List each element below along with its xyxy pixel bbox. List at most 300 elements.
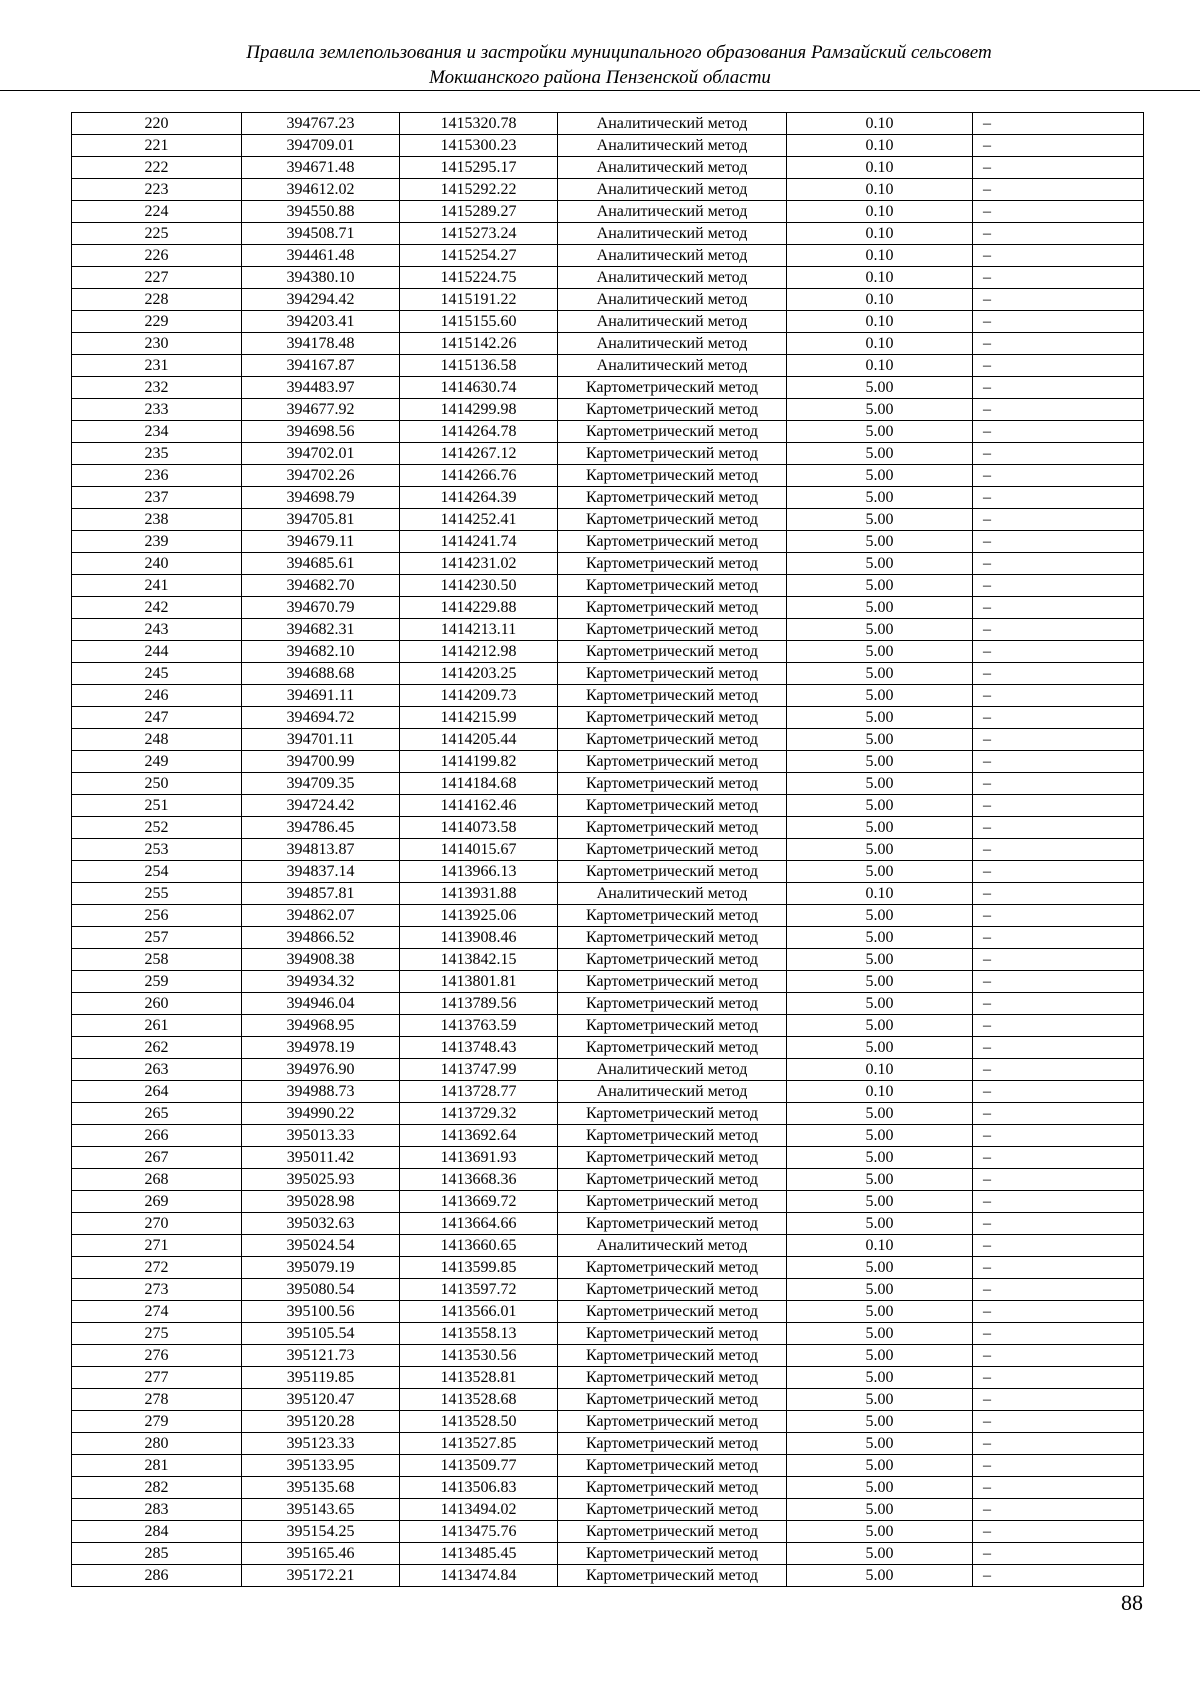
point-number-cell: 244 xyxy=(72,641,242,663)
x-coordinate-cell: 394976.90 xyxy=(242,1059,400,1081)
y-coordinate-cell: 1415292.22 xyxy=(400,179,558,201)
note-cell: – xyxy=(973,465,1144,487)
y-coordinate-cell: 1415224.75 xyxy=(400,267,558,289)
note-cell: – xyxy=(973,1103,1144,1125)
point-number-cell: 278 xyxy=(72,1389,242,1411)
point-number-cell: 267 xyxy=(72,1147,242,1169)
y-coordinate-cell: 1415289.27 xyxy=(400,201,558,223)
method-cell: Картометрический метод xyxy=(558,751,787,773)
point-number-cell: 259 xyxy=(72,971,242,993)
y-coordinate-cell: 1414015.67 xyxy=(400,839,558,861)
note-cell: – xyxy=(973,619,1144,641)
method-cell: Картометрический метод xyxy=(558,1015,787,1037)
table-row xyxy=(72,1543,1144,1565)
method-cell: Картометрический метод xyxy=(558,641,787,663)
accuracy-cell: 5.00 xyxy=(787,1389,973,1411)
point-number-cell: 252 xyxy=(72,817,242,839)
method-cell: Картометрический метод xyxy=(558,1213,787,1235)
note-cell: – xyxy=(973,817,1144,839)
method-cell: Картометрический метод xyxy=(558,971,787,993)
x-coordinate-cell: 395123.33 xyxy=(242,1433,400,1455)
x-coordinate-cell: 395028.98 xyxy=(242,1191,400,1213)
note-cell: – xyxy=(973,1015,1144,1037)
y-coordinate-cell: 1413669.72 xyxy=(400,1191,558,1213)
note-cell: – xyxy=(973,1477,1144,1499)
header-title-line-1: Правила землепользования и застройки муниципального образования Рамзайский сельсовет xyxy=(246,42,992,63)
y-coordinate-cell: 1413494.02 xyxy=(400,1499,558,1521)
y-coordinate-cell: 1413597.72 xyxy=(400,1279,558,1301)
y-coordinate-cell: 1413692.64 xyxy=(400,1125,558,1147)
y-coordinate-cell: 1414162.46 xyxy=(400,795,558,817)
accuracy-cell: 5.00 xyxy=(787,1257,973,1279)
table-row xyxy=(72,1059,1144,1081)
table-row xyxy=(72,1411,1144,1433)
accuracy-cell: 5.00 xyxy=(787,1565,973,1587)
page-header xyxy=(0,40,1200,90)
y-coordinate-cell: 1414230.50 xyxy=(400,575,558,597)
x-coordinate-cell: 394709.35 xyxy=(242,773,400,795)
x-coordinate-cell: 394688.68 xyxy=(242,663,400,685)
table-row xyxy=(72,157,1144,179)
x-coordinate-cell: 395154.25 xyxy=(242,1521,400,1543)
y-coordinate-cell: 1413660.65 xyxy=(400,1235,558,1257)
note-cell: – xyxy=(973,553,1144,575)
note-cell: – xyxy=(973,663,1144,685)
y-coordinate-cell: 1413485.45 xyxy=(400,1543,558,1565)
y-coordinate-cell: 1413558.13 xyxy=(400,1323,558,1345)
method-cell: Аналитический метод xyxy=(558,245,787,267)
note-cell: – xyxy=(973,223,1144,245)
point-number-cell: 284 xyxy=(72,1521,242,1543)
note-cell: – xyxy=(973,1213,1144,1235)
y-coordinate-cell: 1414264.39 xyxy=(400,487,558,509)
method-cell: Картометрический метод xyxy=(558,1169,787,1191)
accuracy-cell: 0.10 xyxy=(787,311,973,333)
method-cell: Картометрический метод xyxy=(558,1345,787,1367)
method-cell: Картометрический метод xyxy=(558,707,787,729)
accuracy-cell: 5.00 xyxy=(787,421,973,443)
accuracy-cell: 5.00 xyxy=(787,1125,973,1147)
table-row xyxy=(72,883,1144,905)
accuracy-cell: 0.10 xyxy=(787,157,973,179)
method-cell: Аналитический метод xyxy=(558,333,787,355)
table-row xyxy=(72,773,1144,795)
accuracy-cell: 5.00 xyxy=(787,509,973,531)
x-coordinate-cell: 394380.10 xyxy=(242,267,400,289)
y-coordinate-cell: 1413842.15 xyxy=(400,949,558,971)
method-cell: Аналитический метод xyxy=(558,1081,787,1103)
point-number-cell: 258 xyxy=(72,949,242,971)
point-number-cell: 247 xyxy=(72,707,242,729)
accuracy-cell: 5.00 xyxy=(787,1455,973,1477)
note-cell: – xyxy=(973,575,1144,597)
point-number-cell: 280 xyxy=(72,1433,242,1455)
x-coordinate-cell: 394677.92 xyxy=(242,399,400,421)
point-number-cell: 257 xyxy=(72,927,242,949)
table-row xyxy=(72,1433,1144,1455)
x-coordinate-cell: 394866.52 xyxy=(242,927,400,949)
table-row xyxy=(72,135,1144,157)
y-coordinate-cell: 1413801.81 xyxy=(400,971,558,993)
x-coordinate-cell: 394670.79 xyxy=(242,597,400,619)
point-number-cell: 248 xyxy=(72,729,242,751)
method-cell: Картометрический метод xyxy=(558,377,787,399)
method-cell: Картометрический метод xyxy=(558,1191,787,1213)
table-row xyxy=(72,465,1144,487)
accuracy-cell: 5.00 xyxy=(787,773,973,795)
method-cell: Аналитический метод xyxy=(558,289,787,311)
x-coordinate-cell: 394724.42 xyxy=(242,795,400,817)
x-coordinate-cell: 395172.21 xyxy=(242,1565,400,1587)
x-coordinate-cell: 395080.54 xyxy=(242,1279,400,1301)
header-divider xyxy=(0,90,1200,91)
table-row xyxy=(72,839,1144,861)
method-cell: Аналитический метод xyxy=(558,157,787,179)
table-row xyxy=(72,597,1144,619)
x-coordinate-cell: 394705.81 xyxy=(242,509,400,531)
note-cell: – xyxy=(973,509,1144,531)
note-cell: – xyxy=(973,1191,1144,1213)
accuracy-cell: 5.00 xyxy=(787,1345,973,1367)
accuracy-cell: 0.10 xyxy=(787,883,973,905)
table-row xyxy=(72,861,1144,883)
method-cell: Аналитический метод xyxy=(558,113,787,135)
method-cell: Картометрический метод xyxy=(558,1543,787,1565)
accuracy-cell: 5.00 xyxy=(787,377,973,399)
y-coordinate-cell: 1413506.83 xyxy=(400,1477,558,1499)
note-cell: – xyxy=(973,1257,1144,1279)
table-row xyxy=(72,641,1144,663)
table-row xyxy=(72,1257,1144,1279)
x-coordinate-cell: 394946.04 xyxy=(242,993,400,1015)
point-number-cell: 243 xyxy=(72,619,242,641)
y-coordinate-cell: 1414215.99 xyxy=(400,707,558,729)
note-cell: – xyxy=(973,531,1144,553)
accuracy-cell: 5.00 xyxy=(787,1323,973,1345)
x-coordinate-cell: 395121.73 xyxy=(242,1345,400,1367)
table-row xyxy=(72,707,1144,729)
x-coordinate-cell: 394178.48 xyxy=(242,333,400,355)
table-row xyxy=(72,421,1144,443)
accuracy-cell: 5.00 xyxy=(787,1411,973,1433)
method-cell: Картометрический метод xyxy=(558,1301,787,1323)
note-cell: – xyxy=(973,927,1144,949)
point-number-cell: 220 xyxy=(72,113,242,135)
y-coordinate-cell: 1414184.68 xyxy=(400,773,558,795)
y-coordinate-cell: 1414264.78 xyxy=(400,421,558,443)
method-cell: Картометрический метод xyxy=(558,1279,787,1301)
accuracy-cell: 0.10 xyxy=(787,135,973,157)
point-number-cell: 246 xyxy=(72,685,242,707)
note-cell: – xyxy=(973,1455,1144,1477)
point-number-cell: 264 xyxy=(72,1081,242,1103)
note-cell: – xyxy=(973,487,1144,509)
point-number-cell: 277 xyxy=(72,1367,242,1389)
point-number-cell: 238 xyxy=(72,509,242,531)
y-coordinate-cell: 1414212.98 xyxy=(400,641,558,663)
point-number-cell: 242 xyxy=(72,597,242,619)
method-cell: Картометрический метод xyxy=(558,773,787,795)
point-number-cell: 260 xyxy=(72,993,242,1015)
accuracy-cell: 5.00 xyxy=(787,597,973,619)
y-coordinate-cell: 1414630.74 xyxy=(400,377,558,399)
x-coordinate-cell: 394461.48 xyxy=(242,245,400,267)
point-number-cell: 285 xyxy=(72,1543,242,1565)
accuracy-cell: 5.00 xyxy=(787,465,973,487)
method-cell: Картометрический метод xyxy=(558,1477,787,1499)
x-coordinate-cell: 395133.95 xyxy=(242,1455,400,1477)
accuracy-cell: 0.10 xyxy=(787,289,973,311)
method-cell: Аналитический метод xyxy=(558,179,787,201)
y-coordinate-cell: 1415254.27 xyxy=(400,245,558,267)
y-coordinate-cell: 1413474.84 xyxy=(400,1565,558,1587)
note-cell: – xyxy=(973,971,1144,993)
accuracy-cell: 5.00 xyxy=(787,949,973,971)
table-row xyxy=(72,927,1144,949)
x-coordinate-cell: 394612.02 xyxy=(242,179,400,201)
header-title-line-2: Мокшанского района Пензенской области xyxy=(429,67,771,88)
x-coordinate-cell: 394167.87 xyxy=(242,355,400,377)
table-row xyxy=(72,289,1144,311)
table-row xyxy=(72,531,1144,553)
note-cell: – xyxy=(973,311,1144,333)
method-cell: Картометрический метод xyxy=(558,399,787,421)
note-cell: – xyxy=(973,1125,1144,1147)
x-coordinate-cell: 394767.23 xyxy=(242,113,400,135)
method-cell: Картометрический метод xyxy=(558,1411,787,1433)
note-cell: – xyxy=(973,1147,1144,1169)
y-coordinate-cell: 1414209.73 xyxy=(400,685,558,707)
table-row xyxy=(72,1565,1144,1587)
point-number-cell: 286 xyxy=(72,1565,242,1587)
note-cell: – xyxy=(973,355,1144,377)
note-cell: – xyxy=(973,729,1144,751)
method-cell: Картометрический метод xyxy=(558,575,787,597)
table-row xyxy=(72,1191,1144,1213)
method-cell: Картометрический метод xyxy=(558,619,787,641)
point-number-cell: 253 xyxy=(72,839,242,861)
y-coordinate-cell: 1414205.44 xyxy=(400,729,558,751)
note-cell: – xyxy=(973,135,1144,157)
x-coordinate-cell: 394837.14 xyxy=(242,861,400,883)
point-number-cell: 233 xyxy=(72,399,242,421)
y-coordinate-cell: 1414199.82 xyxy=(400,751,558,773)
y-coordinate-cell: 1415142.26 xyxy=(400,333,558,355)
accuracy-cell: 5.00 xyxy=(787,795,973,817)
point-number-cell: 276 xyxy=(72,1345,242,1367)
x-coordinate-cell: 394682.10 xyxy=(242,641,400,663)
accuracy-cell: 0.10 xyxy=(787,179,973,201)
table-row xyxy=(72,729,1144,751)
accuracy-cell: 5.00 xyxy=(787,1037,973,1059)
note-cell: – xyxy=(973,421,1144,443)
x-coordinate-cell: 395120.28 xyxy=(242,1411,400,1433)
y-coordinate-cell: 1413789.56 xyxy=(400,993,558,1015)
point-number-cell: 262 xyxy=(72,1037,242,1059)
x-coordinate-cell: 395025.93 xyxy=(242,1169,400,1191)
point-number-cell: 265 xyxy=(72,1103,242,1125)
x-coordinate-cell: 395119.85 xyxy=(242,1367,400,1389)
table-row xyxy=(72,113,1144,135)
x-coordinate-cell: 394682.31 xyxy=(242,619,400,641)
table-row xyxy=(72,1389,1144,1411)
table-row xyxy=(72,245,1144,267)
x-coordinate-cell: 394857.81 xyxy=(242,883,400,905)
x-coordinate-cell: 394691.11 xyxy=(242,685,400,707)
y-coordinate-cell: 1413748.43 xyxy=(400,1037,558,1059)
accuracy-cell: 5.00 xyxy=(787,663,973,685)
x-coordinate-cell: 395079.19 xyxy=(242,1257,400,1279)
table-row xyxy=(72,1301,1144,1323)
point-number-cell: 274 xyxy=(72,1301,242,1323)
x-coordinate-cell: 394702.01 xyxy=(242,443,400,465)
accuracy-cell: 0.10 xyxy=(787,267,973,289)
point-number-cell: 273 xyxy=(72,1279,242,1301)
note-cell: – xyxy=(973,773,1144,795)
x-coordinate-cell: 395011.42 xyxy=(242,1147,400,1169)
table-row xyxy=(72,201,1144,223)
x-coordinate-cell: 395024.54 xyxy=(242,1235,400,1257)
table-row xyxy=(72,1499,1144,1521)
point-number-cell: 236 xyxy=(72,465,242,487)
point-number-cell: 268 xyxy=(72,1169,242,1191)
point-number-cell: 271 xyxy=(72,1235,242,1257)
accuracy-cell: 5.00 xyxy=(787,1499,973,1521)
y-coordinate-cell: 1413566.01 xyxy=(400,1301,558,1323)
note-cell: – xyxy=(973,289,1144,311)
note-cell: – xyxy=(973,1235,1144,1257)
x-coordinate-cell: 394508.71 xyxy=(242,223,400,245)
x-coordinate-cell: 395032.63 xyxy=(242,1213,400,1235)
point-number-cell: 249 xyxy=(72,751,242,773)
note-cell: – xyxy=(973,597,1144,619)
method-cell: Картометрический метод xyxy=(558,553,787,575)
y-coordinate-cell: 1413728.77 xyxy=(400,1081,558,1103)
x-coordinate-cell: 394988.73 xyxy=(242,1081,400,1103)
table-row xyxy=(72,817,1144,839)
y-coordinate-cell: 1413925.06 xyxy=(400,905,558,927)
coordinates-table xyxy=(71,112,1144,1587)
table-row xyxy=(72,1103,1144,1125)
y-coordinate-cell: 1413729.32 xyxy=(400,1103,558,1125)
accuracy-cell: 5.00 xyxy=(787,443,973,465)
table-row xyxy=(72,971,1144,993)
point-number-cell: 222 xyxy=(72,157,242,179)
x-coordinate-cell: 394978.19 xyxy=(242,1037,400,1059)
coordinates-table-body xyxy=(72,113,1144,1587)
x-coordinate-cell: 394813.87 xyxy=(242,839,400,861)
x-coordinate-cell: 394862.07 xyxy=(242,905,400,927)
point-number-cell: 237 xyxy=(72,487,242,509)
x-coordinate-cell: 394679.11 xyxy=(242,531,400,553)
x-coordinate-cell: 395143.65 xyxy=(242,1499,400,1521)
x-coordinate-cell: 395120.47 xyxy=(242,1389,400,1411)
note-cell: – xyxy=(973,993,1144,1015)
note-cell: – xyxy=(973,1037,1144,1059)
method-cell: Аналитический метод xyxy=(558,135,787,157)
x-coordinate-cell: 395013.33 xyxy=(242,1125,400,1147)
y-coordinate-cell: 1413528.50 xyxy=(400,1411,558,1433)
method-cell: Картометрический метод xyxy=(558,1565,787,1587)
y-coordinate-cell: 1413530.56 xyxy=(400,1345,558,1367)
y-coordinate-cell: 1414229.88 xyxy=(400,597,558,619)
accuracy-cell: 5.00 xyxy=(787,839,973,861)
method-cell: Аналитический метод xyxy=(558,1235,787,1257)
accuracy-cell: 0.10 xyxy=(787,223,973,245)
note-cell: – xyxy=(973,1169,1144,1191)
accuracy-cell: 5.00 xyxy=(787,1521,973,1543)
table-row xyxy=(72,1345,1144,1367)
table-row xyxy=(72,663,1144,685)
x-coordinate-cell: 394550.88 xyxy=(242,201,400,223)
accuracy-cell: 5.00 xyxy=(787,1543,973,1565)
x-coordinate-cell: 394694.72 xyxy=(242,707,400,729)
note-cell: – xyxy=(973,1433,1144,1455)
accuracy-cell: 0.10 xyxy=(787,355,973,377)
note-cell: – xyxy=(973,377,1144,399)
y-coordinate-cell: 1415295.17 xyxy=(400,157,558,179)
accuracy-cell: 5.00 xyxy=(787,927,973,949)
point-number-cell: 251 xyxy=(72,795,242,817)
table-row xyxy=(72,1081,1144,1103)
y-coordinate-cell: 1414073.58 xyxy=(400,817,558,839)
accuracy-cell: 0.10 xyxy=(787,1059,973,1081)
x-coordinate-cell: 395165.46 xyxy=(242,1543,400,1565)
note-cell: – xyxy=(973,1389,1144,1411)
y-coordinate-cell: 1413599.85 xyxy=(400,1257,558,1279)
method-cell: Аналитический метод xyxy=(558,311,787,333)
x-coordinate-cell: 394203.41 xyxy=(242,311,400,333)
y-coordinate-cell: 1414241.74 xyxy=(400,531,558,553)
point-number-cell: 283 xyxy=(72,1499,242,1521)
note-cell: – xyxy=(973,267,1144,289)
point-number-cell: 282 xyxy=(72,1477,242,1499)
note-cell: – xyxy=(973,795,1144,817)
note-cell: – xyxy=(973,751,1144,773)
point-number-cell: 261 xyxy=(72,1015,242,1037)
accuracy-cell: 5.00 xyxy=(787,619,973,641)
point-number-cell: 223 xyxy=(72,179,242,201)
x-coordinate-cell: 394990.22 xyxy=(242,1103,400,1125)
point-number-cell: 226 xyxy=(72,245,242,267)
accuracy-cell: 5.00 xyxy=(787,1015,973,1037)
x-coordinate-cell: 394702.26 xyxy=(242,465,400,487)
note-cell: – xyxy=(973,685,1144,707)
y-coordinate-cell: 1415191.22 xyxy=(400,289,558,311)
point-number-cell: 266 xyxy=(72,1125,242,1147)
note-cell: – xyxy=(973,641,1144,663)
table-row xyxy=(72,751,1144,773)
accuracy-cell: 5.00 xyxy=(787,1191,973,1213)
y-coordinate-cell: 1413527.85 xyxy=(400,1433,558,1455)
table-row xyxy=(72,1521,1144,1543)
table-row xyxy=(72,1169,1144,1191)
accuracy-cell: 5.00 xyxy=(787,1103,973,1125)
y-coordinate-cell: 1413528.68 xyxy=(400,1389,558,1411)
accuracy-cell: 5.00 xyxy=(787,1301,973,1323)
point-number-cell: 230 xyxy=(72,333,242,355)
accuracy-cell: 0.10 xyxy=(787,201,973,223)
method-cell: Картометрический метод xyxy=(558,861,787,883)
table-row xyxy=(72,509,1144,531)
accuracy-cell: 5.00 xyxy=(787,729,973,751)
method-cell: Картометрический метод xyxy=(558,905,787,927)
y-coordinate-cell: 1413668.36 xyxy=(400,1169,558,1191)
method-cell: Картометрический метод xyxy=(558,509,787,531)
note-cell: – xyxy=(973,1059,1144,1081)
note-cell: – xyxy=(973,1081,1144,1103)
note-cell: – xyxy=(973,1499,1144,1521)
